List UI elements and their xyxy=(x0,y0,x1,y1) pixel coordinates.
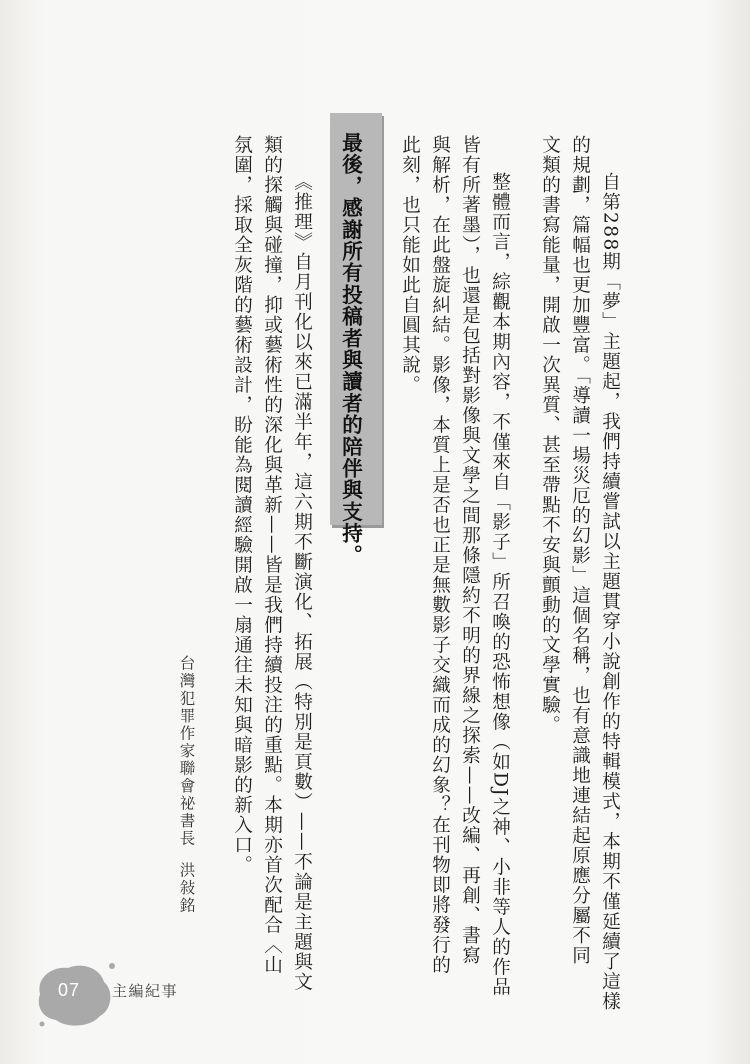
paragraph-1-line-3: 文類的書寫能量，開啟一次異質、甚至帶點不安與顫動的文學實驗。 xyxy=(539,135,561,735)
section-label: 主編紀事 xyxy=(112,982,179,1000)
paragraph-1-line-1: 自第288期「夢」主題起，我們持續嘗試以主題貫穿小說創作的特輯模式，本期不僅延續了這樣 xyxy=(599,172,621,1012)
paragraph-3-line-2: 類的探觸與碰撞，抑或藝術性的深化與革新——皆是我們持續投注的重點。本期亦首次配合〈山 xyxy=(261,135,283,975)
paragraph-1-line-2: 的規劃，篇幅也更加豐富。「導讀一場災厄的幻影」這個名稱，也有意識地連結起原應分屬不同 xyxy=(569,135,591,966)
signature-name: 洪敍銘 xyxy=(177,862,196,915)
paragraph-3-line-3: 氛圍，採取全灰階的藝術設計，盼能為閱讀經驗開啟一扇通往未知與暗影的新入口。 xyxy=(231,135,253,875)
page-number: 07 xyxy=(58,980,81,1000)
paragraph-2-line-4: 此刻，也只能如此自圓其說。 xyxy=(399,135,421,395)
signature-title: 台灣犯罪作家聯會祕書長 xyxy=(177,655,196,848)
paragraph-2-line-2: 皆有所著墨），也還是包括對影像與文學之間那條隱約不明的界線之探索——改編、再創、書寫 xyxy=(459,135,481,966)
paragraph-2-line-1: 整體而言，綜觀本期內容，不僅來自「影子」所召喚的恐怖想像（如DJ之神、小非等人的作品 xyxy=(489,172,511,998)
highlight-quote: 最後，感謝所有投稿者與讀者的陪伴與支持。 xyxy=(338,132,363,566)
paragraph-3-line-1: 《推理》自月刊化以來已滿半年，這六期不斷演化、拓展（特別是頁數）——不論是主題與文 xyxy=(291,172,313,993)
paragraph-2-line-3: 與解析，在此盤旋糾結。影像，本質上是否也正是無數影子交織而成的幻象？在刊物即將發行的 xyxy=(429,135,451,975)
